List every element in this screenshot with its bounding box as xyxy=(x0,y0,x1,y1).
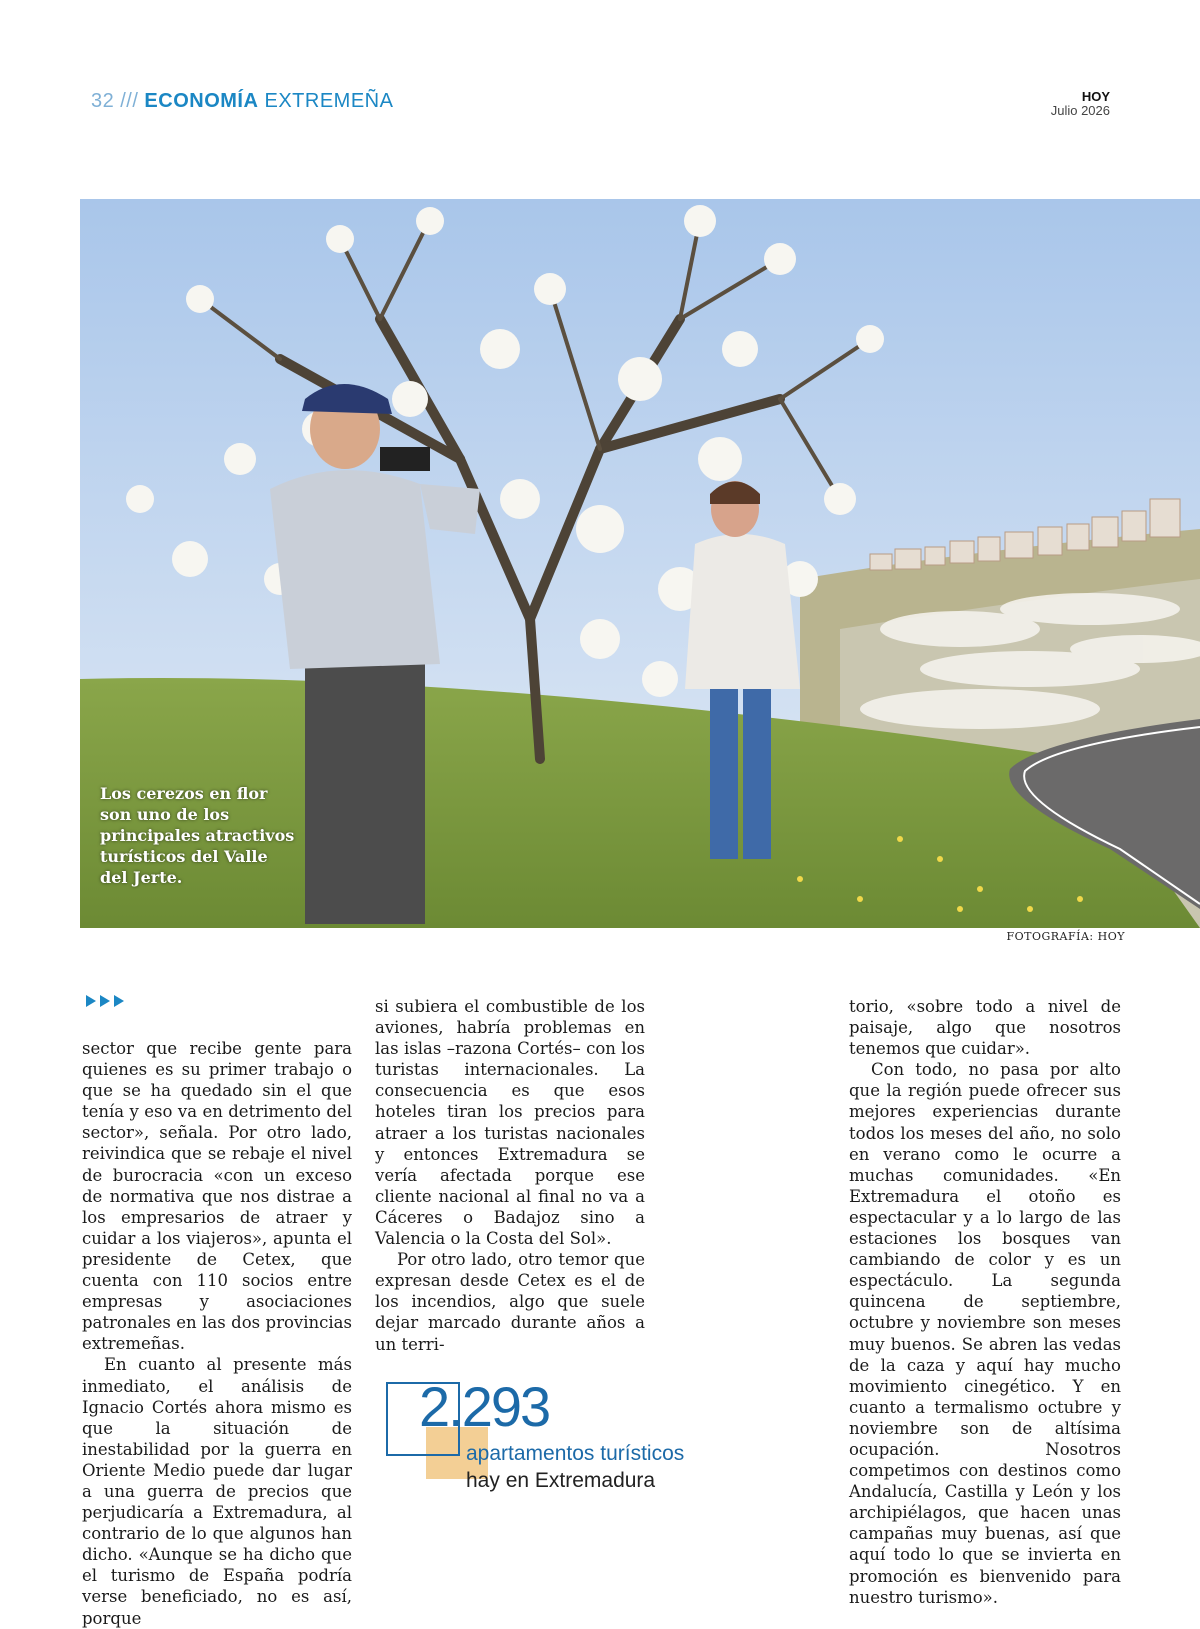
publication-info xyxy=(1051,90,1110,118)
edition-date: Julio 2026 xyxy=(1050,103,1110,118)
article-column-2 xyxy=(375,996,645,1355)
paragraph: sector que recibe gente para quienes es su primer trabajo o que se ha quedado sin el que tenía y eso va en detrimento del sector», señala. Por otro lado, reivindica que se rebaje el nivel de burocracia «con un exceso de normativa que nos distrae a los empresarios de atraer y cuidar a los viajeros», apunta el presidente de Cetex, que cuenta con 110 socios entre empresas y asociaciones patronales en las dos provincias extremeñas. xyxy=(82,1039,352,1354)
paragraph: En cuanto al presente más inmediato, el análisis de Ignacio Cortés ahora mismo es que la situación de inestabilidad por la guerra en Oriente Medio puede dar lugar a una guerra de precios que perjudicaría a Extremadura, al contrario de lo que algunos han dicho. «Aunque se ha dicho que el turismo de España podría verse beneficiado, no es así, porque xyxy=(82,1355,352,1628)
article-column-1 xyxy=(82,1038,352,1629)
stat-label-line1: apartamentos turísticos xyxy=(466,1442,685,1465)
photo-credit: FOTOGRAFÍA: HOY xyxy=(1006,930,1125,943)
continuation-arrows-icon xyxy=(86,995,128,1007)
paragraph: Con todo, no pasa por alto que la región puede ofrecer sus mejores experiencias durante todos los meses del año, no solo en verano como le ocurre a muchas comunidades. «En Extremadura el otoño es espectacular y a lo largo de las estaciones los bosques van cambiando de color y es un espectáculo. La segunda quincena de septiembre, octubre y noviembre son meses muy buenos. Se abren las vedas de la caza y aquí hay mucho movimiento cinegético. Y en cuanto a termalismo octubre y noviembre son de altísima ocupación. Nosotros competimos con destinos como Andalucía, Castilla y León y los archipiélagos, que hacen unas campañas muy buenas, así que aquí todo lo que se invierta en promoción es bienvenido para nuestro turismo». xyxy=(849,1060,1121,1607)
paragraph: torio, «sobre todo a nivel de paisaje, algo que nosotros tenemos que cuidar». xyxy=(849,997,1121,1059)
paragraph: si subiera el combustible de los aviones, habría problemas en las islas –razona Cortés– con los turistas internacionales. La consecuencia es que esos hoteles tiran los precios para atraer a los turistas nacionales y entonces Extremadura se vería afectada porque ese cliente nacional al final no va a Cáceres o Badajoz sino a Valencia o la Costa del Sol». xyxy=(375,997,645,1249)
section-title-light: EXTREMEÑA xyxy=(264,90,394,112)
article-column-3 xyxy=(849,996,1121,1608)
section-title-bold: ECONOMÍA xyxy=(144,90,259,112)
page-number: 32 xyxy=(91,90,115,112)
photo-caption: Los cerezos en flor son uno de los principales atractivos turísticos del Valle del Jerte. xyxy=(100,784,295,887)
section-header xyxy=(91,90,393,113)
publication-name: HOY xyxy=(1081,89,1110,104)
stat-label-line2: hay en Extremadura xyxy=(466,1469,656,1492)
header-slashes: /// xyxy=(120,90,139,112)
stat-number: 2.293 xyxy=(419,1375,550,1438)
paragraph: Por otro lado, otro temor que expresan desde Cetex es el de los incendios, algo que suele dejar marcado durante años a un terri- xyxy=(375,1250,645,1354)
stat-highlight xyxy=(386,1375,706,1502)
